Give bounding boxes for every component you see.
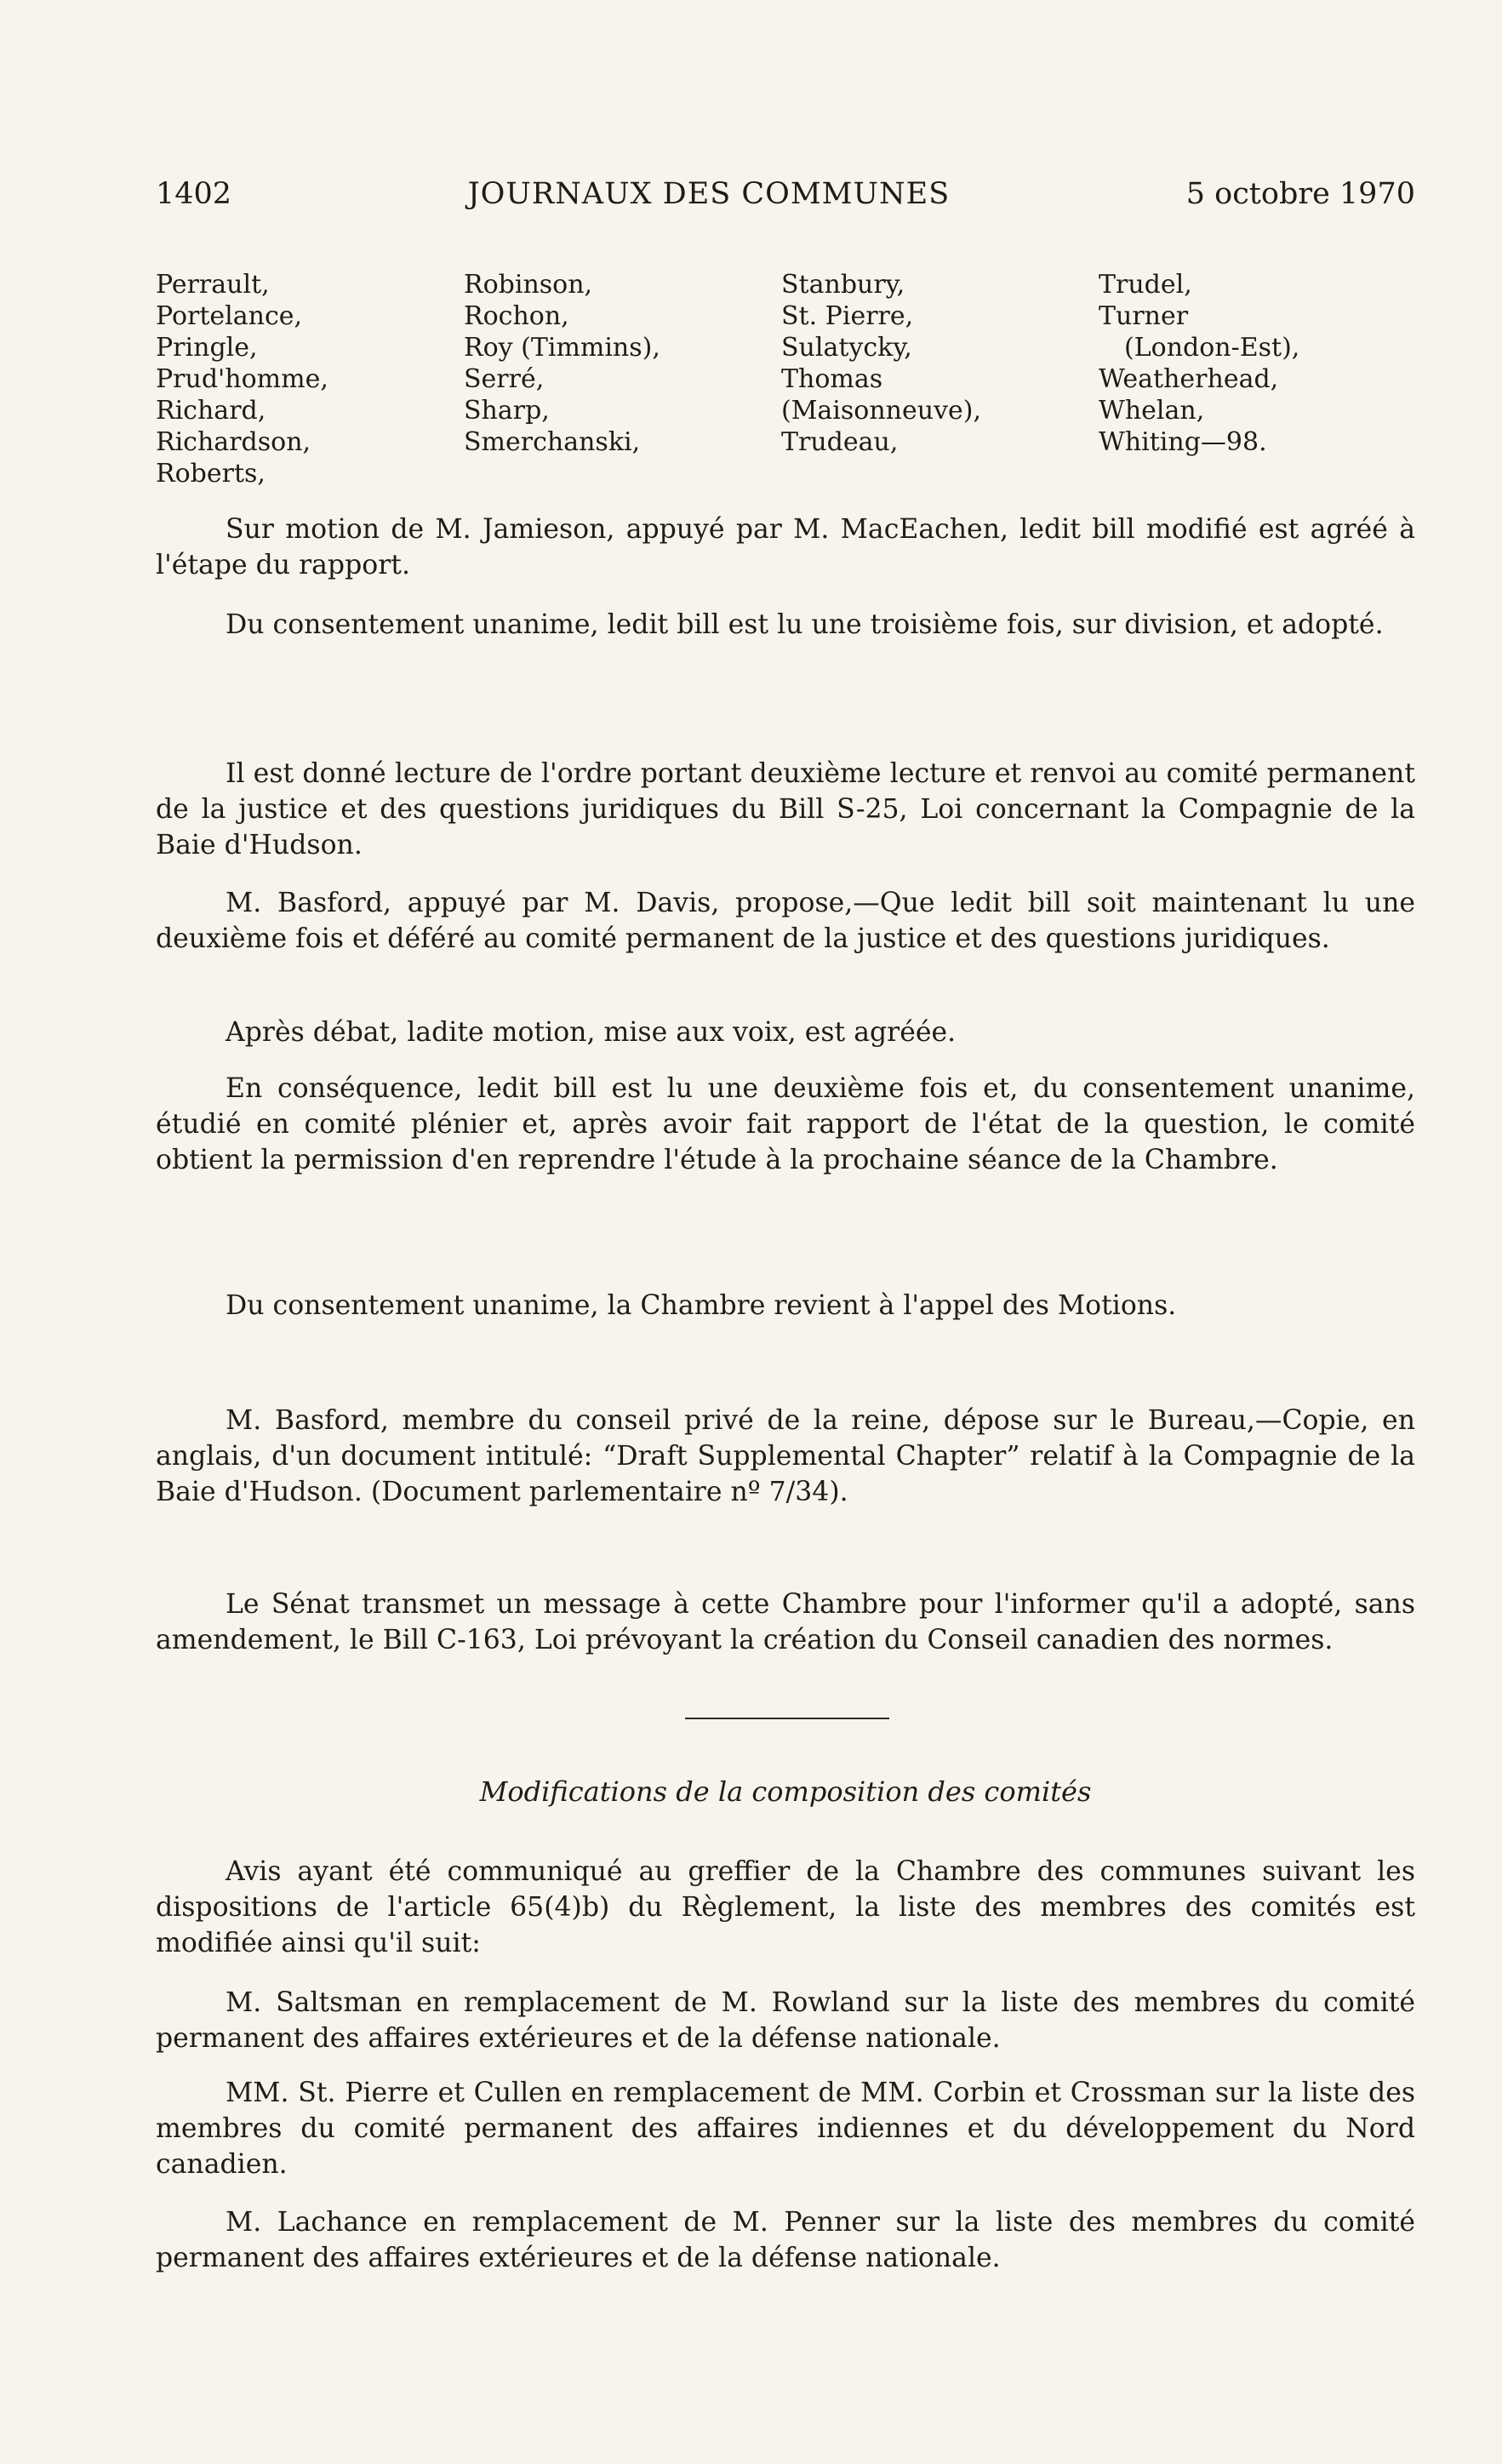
member-name: Pringle, (156, 333, 258, 363)
member-name: Trudel, (1099, 270, 1192, 300)
paragraph: Du consentement unanime, la Chambre revient à l'appel des Motions. (226, 1290, 1177, 1321)
paragraph: Il est donné lecture de l'ordre portant deuxième lecture et renvoi au comité permanent de la justice et des questions juridiques du Bill S-25, Loi concernant la Compagnie de la Baie d'Hudson. (156, 758, 1415, 860)
section-divider (685, 1718, 889, 1719)
paragraph: Avis ayant été communiqué au greffier de la Chambre des communes suivant les dispositions de l'article 65(4)b) du Règlement, la liste des membres des comités est modifiée ainsi qu'il suit: (156, 1856, 1415, 1958)
section-title: Modifications de la composition des comités (479, 1775, 1092, 1808)
page-date: 5 octobre 1970 (1185, 177, 1415, 211)
paragraph-second-reading-order (156, 756, 1415, 863)
paragraph: Après débat, ladite motion, mise aux voix, est agréée. (226, 1017, 957, 1048)
paragraph-saltsman (156, 1985, 1415, 2056)
paragraph-lachance (156, 2204, 1415, 2276)
paragraph: M. Basford, membre du conseil privé de la reine, dépose sur le Bureau,—Copie, en anglais, d'un document intitulé: “Draft Supplemental Chapter” relatif à la Compagnie de la Baie d'Hudson. (Document parlementaire nº 7/34). (156, 1405, 1415, 1507)
member-name: Smerchanski, (464, 427, 641, 457)
paragraph-st-pierre-cullen (156, 2075, 1415, 2182)
member-name: (London-Est), (1124, 333, 1300, 363)
member-name: Roberts, (156, 459, 266, 489)
member-name: Trudeau, (781, 427, 899, 457)
paragraph: M. Lachance en remplacement de M. Penner sur la liste des membres du comité permanent des affaires extérieures et de la défense nationale. (156, 2207, 1415, 2273)
member-name: Serré, (464, 364, 545, 394)
member-name: Stanbury, (781, 270, 905, 300)
member-name: Richardson, (156, 427, 311, 457)
paragraph-committee-whole (156, 1071, 1415, 1178)
paragraph: M. Saltsman en remplacement de M. Rowland sur la liste des membres du comité permanent des affaires extérieures et de la défense nationale. (156, 1987, 1415, 2054)
paragraph-senate-message (156, 1586, 1415, 1658)
member-name: Sharp, (464, 396, 550, 426)
paragraph-basford-motion (156, 885, 1415, 957)
member-name: Perrault, (156, 270, 270, 300)
paragraph-third-reading (156, 607, 1415, 643)
member-name: Prud'homme, (156, 364, 328, 394)
member-name: Portelance, (156, 301, 303, 331)
page-header (156, 177, 1415, 211)
vote-column-1 (156, 269, 328, 489)
paragraph: En conséquence, ledit bill est lu une deuxième fois et, du consentement unanime, étudié en comité plénier et, après avoir fait rapport de l'état de la question, le comité obtient la permission d'en reprendre l'étude à la prochaine séance de la Chambre. (156, 1073, 1415, 1175)
member-name: Thomas (781, 364, 883, 394)
member-name: Turner (1099, 301, 1189, 331)
member-name: (Maisonneuve), (781, 396, 982, 426)
paragraph-document-tabled (156, 1403, 1415, 1510)
member-name: Robinson, (464, 270, 593, 300)
paragraph: Du consentement unanime, ledit bill est lu une troisième fois, sur division, et adopté. (226, 609, 1384, 640)
member-name: Sulatycky, (781, 333, 912, 363)
paragraph: Le Sénat transmet un message à cette Chambre pour l'informer qu'il a adopté, sans amendement, le Bill C-163, Loi prévoyant la création du Conseil canadien des normes. (156, 1589, 1415, 1655)
paragraph: MM. St. Pierre et Cullen en remplacement de MM. Corbin et Crossman sur la liste des membres du comité permanent des affaires indiennes et du développement du Nord canadien. (156, 2078, 1415, 2180)
member-name: Richard, (156, 396, 266, 426)
page-number: 1402 (156, 177, 232, 211)
member-name: Whelan, (1099, 396, 1205, 426)
member-name: Whiting—98. (1099, 427, 1267, 457)
paragraph-report-stage (156, 512, 1415, 583)
journal-title: JOURNAUX DES COMMUNES (467, 177, 951, 211)
member-name: St. Pierre, (781, 301, 914, 331)
paragraph: M. Basford, appuyé par M. Davis, propose,—Que ledit bill soit maintenant lu une deuxième fois et déféré au comité permanent de la justice et des questions juridiques. (156, 888, 1415, 954)
vote-column-3 (781, 269, 981, 458)
member-name: Rochon, (464, 301, 569, 331)
paragraph-committee-notice (156, 1854, 1415, 1961)
member-name: Weatherhead, (1099, 364, 1279, 394)
member-name: Roy (Timmins), (464, 333, 660, 363)
paragraph-return-motions (156, 1288, 1415, 1323)
vote-column-4 (1099, 269, 1299, 458)
vote-column-2 (464, 269, 660, 458)
paragraph-motion-agreed (156, 1015, 1415, 1050)
paragraph: Sur motion de M. Jamieson, appuyé par M. MacEachen, ledit bill modifié est agréé à l'étape du rapport. (156, 514, 1415, 580)
